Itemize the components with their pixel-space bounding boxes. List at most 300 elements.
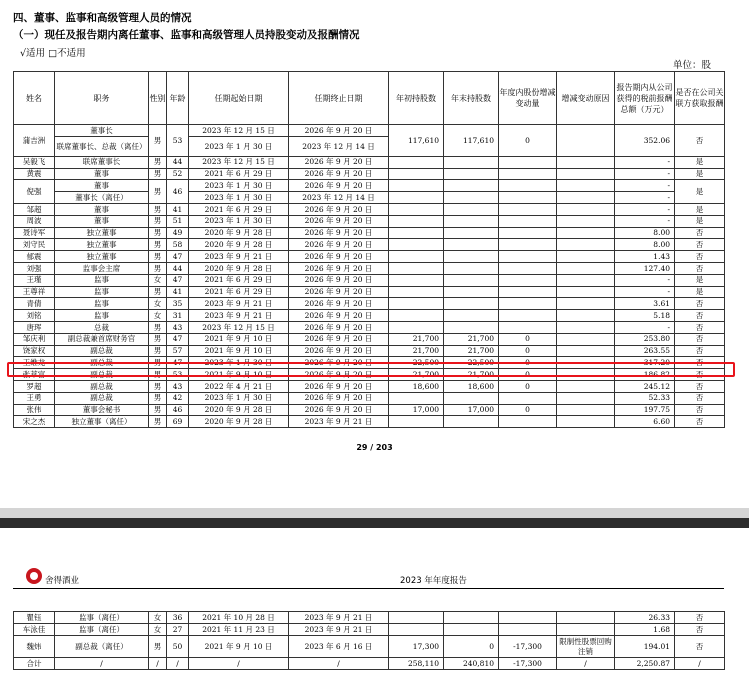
table-cell: 监事	[55, 274, 149, 286]
table-cell: 监事	[55, 286, 149, 298]
table-cell	[444, 251, 499, 263]
table-cell: 否	[675, 227, 725, 239]
table-cell: 郁震	[14, 251, 55, 263]
table-cell: 2026 年 9 月 20 日	[289, 180, 389, 192]
table-cell	[389, 215, 444, 227]
table-cell: 否	[675, 357, 725, 369]
table-cell: 2021 年 9 月 10 日	[189, 333, 289, 345]
table-cell: 董事	[55, 215, 149, 227]
table-cell: /	[189, 658, 289, 670]
table-cell: 5.18	[615, 310, 675, 322]
table-header-row	[14, 72, 725, 125]
table-cell: 是	[675, 156, 725, 168]
table-cell: 否	[675, 125, 725, 157]
table-cell	[389, 156, 444, 168]
table-cell: 2026 年 9 月 20 日	[289, 404, 389, 416]
table-cell: 2021 年 9 月 10 日	[189, 345, 289, 357]
table-row	[14, 298, 725, 310]
table-cell	[499, 392, 557, 404]
not-applicable-checkbox[interactable]: □不适用	[48, 48, 86, 59]
table-cell: 邹庆利	[14, 333, 55, 345]
table-cell: 否	[675, 624, 725, 636]
table-cell: 117,610	[389, 125, 444, 157]
table-cell	[557, 251, 615, 263]
table-cell: 6.60	[615, 416, 675, 428]
table-cell: 否	[675, 251, 725, 263]
table-cell: 2021 年 9 月 10 日	[189, 369, 289, 381]
table-cell: 总裁	[55, 321, 149, 333]
table-cell: 18,600	[444, 380, 499, 392]
table-cell: 董事	[55, 203, 149, 215]
table-cell: -17,300	[499, 636, 557, 658]
unit-label: 单位：股	[672, 60, 711, 71]
report-page-30	[0, 528, 749, 680]
table-cell: 男	[149, 262, 167, 274]
table-cell: 2020 年 9 月 28 日	[189, 227, 289, 239]
table-cell: 0	[499, 333, 557, 345]
table-cell: -17,300	[499, 658, 557, 670]
table-cell	[389, 392, 444, 404]
table-cell	[557, 416, 615, 428]
table-body	[14, 125, 725, 428]
table-cell	[499, 227, 557, 239]
table-cell: 2023 年 9 月 21 日	[289, 624, 389, 636]
table-cell: 周波	[14, 215, 55, 227]
table-cell	[557, 215, 615, 227]
table-cell: 2026 年 9 月 20 日	[289, 321, 389, 333]
table-row	[14, 227, 725, 239]
table-cell	[389, 310, 444, 322]
table-row	[14, 203, 725, 215]
table-cell: 副总裁	[55, 369, 149, 381]
table-cell: 刘铭	[14, 310, 55, 322]
table-cell: 男	[149, 203, 167, 215]
table-cell: 21,700	[389, 345, 444, 357]
table-cell: 2026 年 9 月 20 日	[289, 392, 389, 404]
table-cell: 女	[149, 612, 167, 624]
table-cell: 监事	[55, 298, 149, 310]
table-row	[14, 262, 725, 274]
table-cell: 王瑾	[14, 274, 55, 286]
table-cell	[499, 624, 557, 636]
table-cell: 46	[167, 180, 189, 204]
table-cell: 是	[675, 286, 725, 298]
table-cell: 53	[167, 125, 189, 157]
table-cell	[557, 333, 615, 345]
table-row	[14, 333, 725, 345]
table-cell: 47	[167, 274, 189, 286]
table-cell: 否	[675, 636, 725, 658]
page-gap	[0, 508, 749, 518]
table-cell	[557, 239, 615, 251]
table-cell: 否	[675, 239, 725, 251]
table-cell	[557, 612, 615, 624]
table-cell: 2023 年 9 月 21 日	[189, 298, 289, 310]
table-cell: 2021 年 6 月 29 日	[189, 168, 289, 180]
table-cell: 47	[167, 357, 189, 369]
table-cell: 饶家权	[14, 345, 55, 357]
company-logo-icon	[26, 568, 42, 584]
table-cell	[444, 310, 499, 322]
table-cell: 否	[675, 392, 725, 404]
table-row	[14, 345, 725, 357]
table-cell	[557, 262, 615, 274]
table-cell	[444, 321, 499, 333]
table-cell: 47	[167, 333, 189, 345]
company-logo-text: 舍得酒业	[45, 576, 80, 586]
table-cell: 2026 年 9 月 20 日	[289, 168, 389, 180]
table-row	[14, 168, 725, 180]
table-cell: 240,810	[444, 658, 499, 670]
table-cell: 男	[149, 636, 167, 658]
table-cell: 女	[149, 310, 167, 322]
table-cell: 倪强	[14, 180, 55, 204]
table-cell	[557, 168, 615, 180]
table-cell	[557, 380, 615, 392]
table-cell: 2023 年 9 月 21 日	[189, 251, 289, 263]
table-cell: -	[615, 192, 675, 204]
table-cell	[499, 274, 557, 286]
table-cell	[557, 624, 615, 636]
table-cell: 女	[149, 624, 167, 636]
table-cell	[557, 156, 615, 168]
table-cell: 唐珲	[14, 321, 55, 333]
table-cell: 刘强	[14, 262, 55, 274]
table-cell: -	[615, 168, 675, 180]
table-cell: -	[615, 286, 675, 298]
table-cell: 副总裁兼首席财务官	[55, 333, 149, 345]
table-cell: 2023 年 1 月 30 日	[189, 215, 289, 227]
table-cell: 董事	[55, 168, 149, 180]
table-cell	[499, 310, 557, 322]
table-cell	[389, 321, 444, 333]
table-cell: 男	[149, 239, 167, 251]
table-cell: 2026 年 9 月 20 日	[289, 357, 389, 369]
table-row	[14, 180, 725, 192]
table-cell: 是	[675, 203, 725, 215]
table-cell: 王勇	[14, 392, 55, 404]
table-cell: 117,610	[444, 125, 499, 157]
table-cell: 2026 年 9 月 20 日	[289, 262, 389, 274]
table-cell	[444, 274, 499, 286]
table-cell: 22,500	[389, 357, 444, 369]
table-cell	[499, 416, 557, 428]
table-cell	[557, 392, 615, 404]
table-cell: 0	[444, 636, 499, 658]
table-cell	[389, 274, 444, 286]
table-cell: 女	[149, 274, 167, 286]
table-cell: 2023 年 1 月 30 日	[189, 357, 289, 369]
table-row	[14, 310, 725, 322]
table-cell: 2021 年 9 月 10 日	[189, 636, 289, 658]
table-cell: 王维龙	[14, 357, 55, 369]
table-cell	[557, 321, 615, 333]
table-cell: 否	[675, 345, 725, 357]
applicable-checkbox[interactable]: √适用	[20, 48, 46, 59]
table-cell: 2020 年 9 月 28 日	[189, 239, 289, 251]
table-cell	[499, 321, 557, 333]
table-cell: 否	[675, 612, 725, 624]
table-cell: 男	[149, 156, 167, 168]
table-cell: 35	[167, 298, 189, 310]
table-cell: 2023 年 12 月 15 日	[189, 125, 289, 137]
table-cell: 186.82	[615, 369, 675, 381]
table-cell: -	[615, 321, 675, 333]
table-cell: 联席董事长、总裁（离任）	[55, 136, 149, 156]
table-cell: 41	[167, 203, 189, 215]
report-header-title: 2023 年年度报告	[400, 576, 467, 586]
table-cell: /	[675, 658, 725, 670]
table-row	[14, 286, 725, 298]
table-cell	[389, 298, 444, 310]
table-cell	[557, 227, 615, 239]
table-cell: 副总裁	[55, 392, 149, 404]
table-cell: 否	[675, 369, 725, 381]
table-cell: 独立董事	[55, 251, 149, 263]
table-cell: 监事	[55, 310, 149, 322]
table-cell: 17,000	[444, 404, 499, 416]
table-cell: 瞿钰	[14, 612, 55, 624]
table-cell: /	[55, 658, 149, 670]
table-cell: 男	[149, 380, 167, 392]
table-cell: 2020 年 9 月 28 日	[189, 262, 289, 274]
table-cell: 21,700	[389, 369, 444, 381]
table-cell	[499, 251, 557, 263]
column-header: 是否在公司关联方获取报酬	[675, 72, 725, 125]
table-cell: 2022 年 4 月 21 日	[189, 380, 289, 392]
table-cell: 聂诗军	[14, 227, 55, 239]
table-cell: 吴毅飞	[14, 156, 55, 168]
table-cell: 董事长（离任）	[55, 192, 149, 204]
table-cell: 18,600	[389, 380, 444, 392]
table-cell: 43	[167, 380, 189, 392]
table-row	[14, 321, 725, 333]
table-cell: 1.68	[615, 624, 675, 636]
table-cell	[557, 125, 615, 157]
table-cell: /	[557, 658, 615, 670]
table-cell: -	[615, 180, 675, 192]
table-cell: 0	[499, 404, 557, 416]
table-cell: 0	[499, 357, 557, 369]
table-cell	[444, 298, 499, 310]
table-row	[14, 416, 725, 428]
table-cell: 69	[167, 416, 189, 428]
table-cell: 男	[149, 333, 167, 345]
table-cell: 黄震	[14, 168, 55, 180]
table-cell	[557, 345, 615, 357]
table-row	[14, 156, 725, 168]
table-row	[14, 636, 725, 658]
table-cell	[444, 156, 499, 168]
table-cell: 独立董事（离任）	[55, 416, 149, 428]
table-cell: 董事长	[55, 125, 149, 137]
table-cell: 合计	[14, 658, 55, 670]
table-cell: 2026 年 9 月 20 日	[289, 333, 389, 345]
table-cell: 否	[675, 310, 725, 322]
column-header: 任期起始日期	[189, 72, 289, 125]
table-cell	[557, 310, 615, 322]
table-cell	[557, 274, 615, 286]
table-cell	[389, 239, 444, 251]
table-cell: 独立董事	[55, 239, 149, 251]
table-cell: 副总裁（离任）	[55, 636, 149, 658]
table-cell: 2026 年 9 月 20 日	[289, 215, 389, 227]
table-cell: 21,700	[444, 369, 499, 381]
table-row	[14, 274, 725, 286]
table-cell: 男	[149, 227, 167, 239]
table-cell: 2023 年 1 月 30 日	[189, 180, 289, 192]
table-cell: 2026 年 9 月 20 日	[289, 380, 389, 392]
table-cell	[389, 251, 444, 263]
table-cell: 魏炜	[14, 636, 55, 658]
table-cell	[444, 203, 499, 215]
table-cell: 31	[167, 310, 189, 322]
table-cell: 限制性股票回购注销	[557, 636, 615, 658]
table-cell: 男	[149, 180, 167, 204]
table-cell: 否	[675, 404, 725, 416]
table-cell	[389, 262, 444, 274]
table-cell: 2023 年 12 月 14 日	[289, 192, 389, 204]
table-cell: 44	[167, 156, 189, 168]
table-cell: 副总裁	[55, 345, 149, 357]
table-cell: 194.01	[615, 636, 675, 658]
table-cell: 否	[675, 298, 725, 310]
table-cell: /	[289, 658, 389, 670]
table-cell: 独立董事	[55, 227, 149, 239]
column-header: 姓名	[14, 72, 55, 125]
table-cell	[444, 227, 499, 239]
header-rule	[13, 588, 724, 589]
table-cell	[444, 180, 499, 192]
table-cell: 0	[499, 125, 557, 157]
table-cell	[499, 203, 557, 215]
table-cell: 41	[167, 286, 189, 298]
table-cell	[499, 239, 557, 251]
table-cell: 是	[675, 180, 725, 204]
column-header: 年龄	[167, 72, 189, 125]
table-cell: -	[615, 274, 675, 286]
table-cell: 2026 年 9 月 20 日	[289, 156, 389, 168]
table-cell	[499, 286, 557, 298]
table-cell: 2021 年 6 月 29 日	[189, 203, 289, 215]
column-header: 年末持股数	[444, 72, 499, 125]
table-cell: 2021 年 11 月 23 日	[189, 624, 289, 636]
table-cell: 53	[167, 369, 189, 381]
table-cell: 2,250.87	[615, 658, 675, 670]
table-cell: 46	[167, 404, 189, 416]
table-row	[14, 612, 725, 624]
table-cell: 否	[675, 321, 725, 333]
column-header: 年初持股数	[389, 72, 444, 125]
table-cell: 51	[167, 215, 189, 227]
subsection-heading: （一）现任及报告期内离任董事、监事和高级管理人员持股变动及报酬情况	[13, 29, 360, 41]
table-cell: 2021 年 6 月 29 日	[189, 274, 289, 286]
table-cell: 男	[149, 321, 167, 333]
table-cell: 2023 年 9 月 21 日	[289, 612, 389, 624]
table-row	[14, 658, 725, 670]
page-number: 29 / 203	[356, 443, 393, 452]
table-cell: 2026 年 9 月 20 日	[289, 298, 389, 310]
table-cell: 8.00	[615, 239, 675, 251]
table-cell: 蒲吉洲	[14, 125, 55, 157]
table-row	[14, 125, 725, 137]
column-header: 任期终止日期	[289, 72, 389, 125]
table-cell	[444, 215, 499, 227]
table-cell: 男	[149, 168, 167, 180]
table-cell: 57	[167, 345, 189, 357]
column-header: 报告期内从公司获得的税前报酬总额（万元）	[615, 72, 675, 125]
table-cell: 董事会秘书	[55, 404, 149, 416]
table-cell: 22,500	[444, 357, 499, 369]
table-cell: 副总裁	[55, 357, 149, 369]
table-cell	[444, 168, 499, 180]
table-cell	[389, 203, 444, 215]
table-cell: 26.33	[615, 612, 675, 624]
table-cell	[557, 286, 615, 298]
table-cell: 2023 年 12 月 15 日	[189, 321, 289, 333]
table-cell: 是	[675, 215, 725, 227]
table-cell: 监事（离任）	[55, 612, 149, 624]
table-row	[14, 392, 725, 404]
table-cell: 2026 年 9 月 20 日	[289, 369, 389, 381]
table-cell: 男	[149, 125, 167, 157]
table-cell	[557, 203, 615, 215]
table-cell: 42	[167, 392, 189, 404]
table-cell: 男	[149, 215, 167, 227]
table-cell: 253.80	[615, 333, 675, 345]
table-cell: 否	[675, 380, 725, 392]
table-cell: 2023 年 12 月 15 日	[189, 156, 289, 168]
table-cell	[499, 192, 557, 204]
table-cell: 男	[149, 357, 167, 369]
table-cell: 否	[675, 416, 725, 428]
table-cell	[499, 262, 557, 274]
table-cell	[499, 180, 557, 192]
table-cell: 2021 年 6 月 29 日	[189, 286, 289, 298]
table-cell: 副总裁	[55, 380, 149, 392]
table-cell: 17,300	[389, 636, 444, 658]
highlight-box	[7, 362, 735, 377]
table-cell: -	[615, 156, 675, 168]
table-cell	[444, 612, 499, 624]
table-cell	[499, 156, 557, 168]
table-cell	[557, 298, 615, 310]
table-cell: 17,000	[389, 404, 444, 416]
table-cell: 2026 年 9 月 20 日	[289, 239, 389, 251]
table-cell: 0	[499, 369, 557, 381]
table-cell: 2026 年 9 月 20 日	[289, 345, 389, 357]
table-cell: 352.06	[615, 125, 675, 157]
table-cell	[444, 392, 499, 404]
table-cell: 联席董事长	[55, 156, 149, 168]
table-cell: 21,700	[389, 333, 444, 345]
table-cell	[389, 286, 444, 298]
column-header: 职务	[55, 72, 149, 125]
table-cell: 44	[167, 262, 189, 274]
table-cell: 否	[675, 333, 725, 345]
table-cell: 是	[675, 168, 725, 180]
column-header: 增减变动原因	[557, 72, 615, 125]
table-cell: -	[615, 203, 675, 215]
table-cell: 监事（离任）	[55, 624, 149, 636]
table-cell: 2026 年 9 月 20 日	[289, 125, 389, 137]
table-cell	[557, 404, 615, 416]
table-row	[14, 239, 725, 251]
table-cell: 0	[499, 380, 557, 392]
table-cell: 王尊祥	[14, 286, 55, 298]
table-cell: 2023 年 6 月 16 日	[289, 636, 389, 658]
table-cell	[499, 168, 557, 180]
